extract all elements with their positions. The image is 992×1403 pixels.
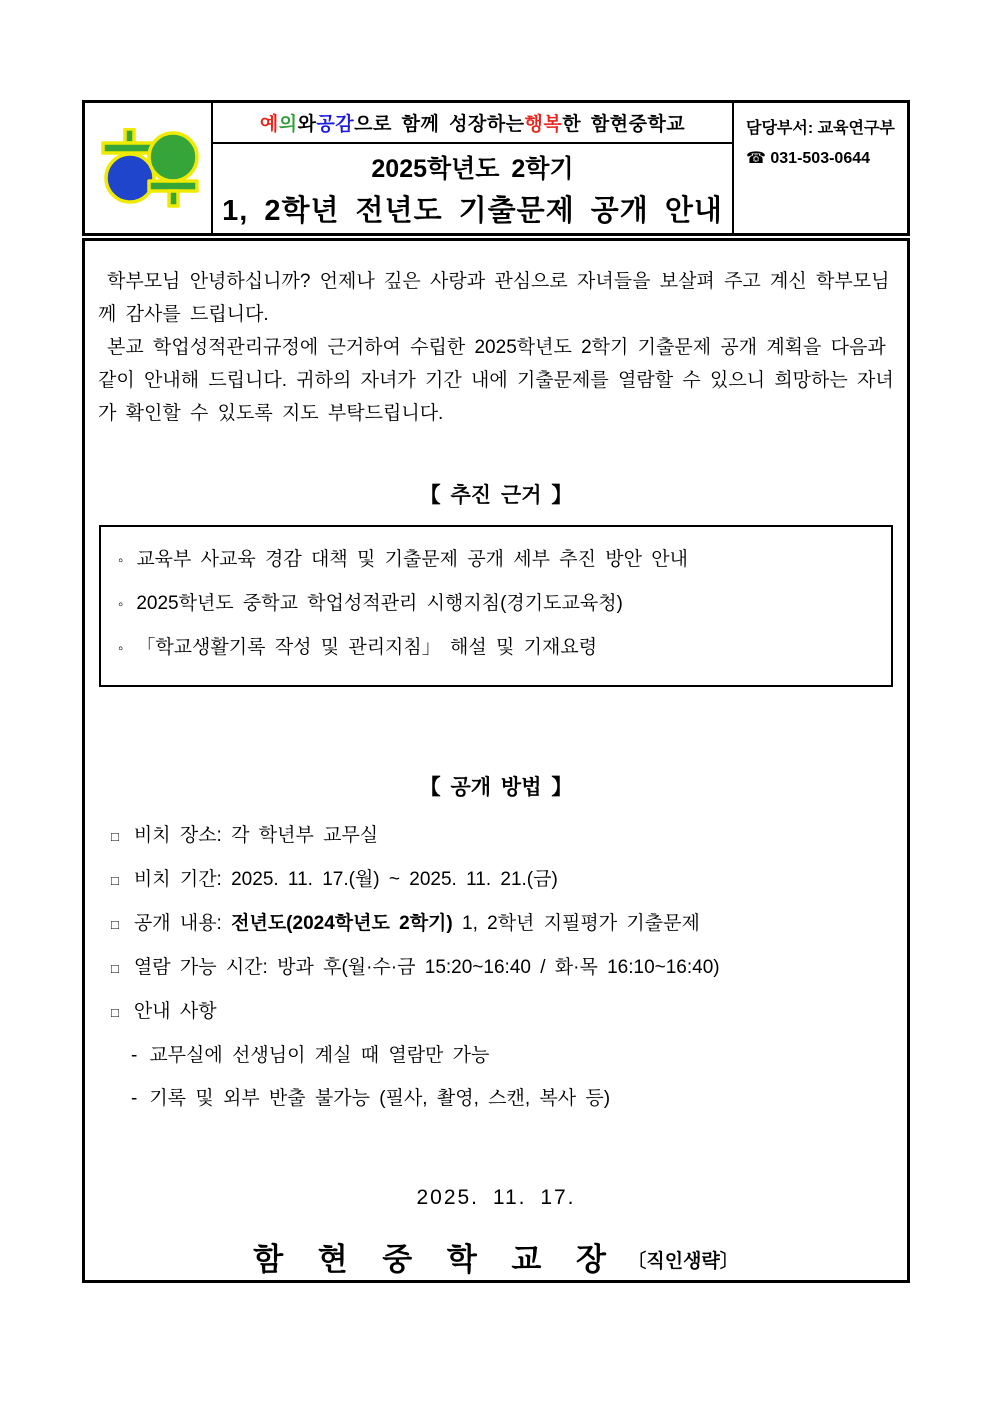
circle-bullet-icon: ◦ [118, 596, 124, 613]
notice-subitem-text: 교무실에 선생님이 계실 때 열람만 가능 [149, 1045, 490, 1066]
basis-section-title: 【 추진 근거 】 [419, 484, 573, 507]
basis-item-text: 교육부 사교육 경감 대책 및 기출문제 공개 세부 추진 방안 안내 [136, 549, 688, 570]
basis-box [99, 525, 893, 687]
department-label: 담당부서: 교육연구부 [746, 120, 895, 137]
basis-item [118, 626, 881, 670]
method-item-notice [98, 990, 894, 1034]
doc-title-main: 1, 2학년 전년도 기출문제 공개 안내 [222, 194, 723, 227]
greeting-paragraph: 학부모님 안녕하십니까? 언제나 깊은 사랑과 관심으로 자녀들을 보살펴 주고 계신 학부모님께 감사를 드립니다. [98, 271, 890, 325]
method-item-period [98, 858, 894, 902]
slogan-segment: 으로 함께 성장하는 [354, 114, 525, 135]
method-item-text [134, 902, 700, 945]
method-item-place [98, 814, 894, 858]
slogan-segment: 공감 [316, 114, 355, 135]
method-list [98, 814, 894, 1120]
method-item-text: 안내 사항 [133, 1001, 217, 1022]
method-item-hours [98, 946, 894, 990]
notice-body-box [82, 238, 910, 1283]
phone-number: ☎ 031-503-0644 [746, 150, 871, 167]
notice-subitem-text: 기록 및 외부 반출 불가능 (필사, 촬영, 스캔, 복사 등) [149, 1088, 611, 1109]
circle-bullet-icon: ◦ [118, 552, 124, 569]
method-item-text: 비치 기간: 2025. 11. 17.(월) ~ 2025. 11. 21.(금) [133, 869, 558, 890]
method-item-prefix: 공개 내용: [133, 913, 232, 934]
school-logo-icon [96, 128, 200, 208]
doc-title-semester: 2025학년도 2학기 [371, 154, 574, 183]
title-cell [213, 103, 732, 233]
slogan-segment: 한 함현중학교 [562, 114, 686, 135]
method-item-text: 비치 장소: 각 학년부 교무실 [133, 825, 379, 846]
slogan-segment: 예 [259, 114, 279, 135]
dash-bullet-icon: - [131, 1045, 138, 1066]
circle-bullet-icon: ◦ [118, 640, 124, 657]
basis-item [118, 538, 881, 582]
slogan-segment: 행복 [524, 114, 563, 135]
square-bullet-icon: □ [111, 1005, 119, 1020]
dash-bullet-icon: - [131, 1088, 138, 1109]
method-item-suffix: 1, 2학년 지필평가 기출문제 [452, 913, 700, 934]
basis-item-text: 「학교생활기록 작성 및 관리지침」 해설 및 기재요령 [136, 637, 598, 658]
square-bullet-icon: □ [111, 873, 119, 888]
basis-item-text: 2025학년도 중학교 학업성적관리 시행지침(경기도교육청) [136, 593, 623, 614]
square-bullet-icon: □ [111, 961, 119, 976]
square-bullet-icon: □ [111, 829, 119, 844]
principal-signature: 함 현 중 학 교 장 [253, 1242, 619, 1277]
notice-subitem [131, 1077, 894, 1120]
seal-omitted-note: 〔직인생략〕 [627, 1251, 739, 1272]
signature-line [98, 1234, 894, 1279]
method-item-bold: 전년도(2024학년도 2학기) [231, 913, 453, 934]
logo-cell [85, 103, 213, 233]
issue-date: 2025. 11. 17. [416, 1186, 576, 1209]
method-item-content [98, 902, 894, 946]
basis-item [118, 582, 881, 626]
method-section-title: 【 공개 방법 】 [419, 776, 573, 799]
intro-paragraph: 본교 학업성적관리규정에 근거하여 수립한 2025학년도 2학기 기출문제 공개 계획을 다음과 같이 안내해 드립니다. 귀하의 자녀가 기간 내에 기출문제를 열람할 수 있으니 희망하는 자녀가 확인할 수 있도록 지도 부탁드립니다. [98, 337, 894, 424]
slogan-segment: 와 [297, 114, 317, 135]
slogan-segment: 의 [278, 114, 298, 135]
school-slogan [213, 103, 732, 144]
square-bullet-icon: □ [111, 917, 119, 932]
department-cell [732, 103, 907, 233]
header-table [82, 100, 910, 236]
notice-subitem [131, 1034, 894, 1077]
method-item-text: 열람 가능 시간: 방과 후(월·수·금 15:20~16:40 / 화·목 16:10~16:40) [133, 957, 720, 978]
